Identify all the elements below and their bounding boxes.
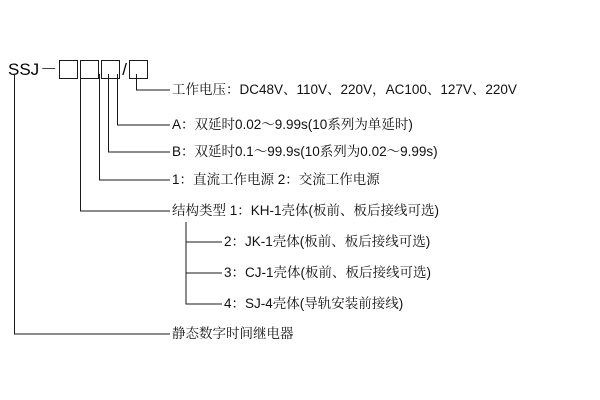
- label-product-name: 静态数字时间继电器: [172, 326, 294, 341]
- label-structure-type-1: 结构类型 1：KH-1壳体(板前、板后接线可选): [172, 203, 440, 218]
- label-power-supply: 1：直流工作电源 2：交流工作电源: [172, 172, 380, 187]
- label-structure-type-3: 3：CJ-1壳体(板前、板后接线可选): [224, 265, 432, 280]
- model-slash: /: [122, 60, 127, 79]
- label-working-voltage: 工作电压：DC48V、110V、220V，AC100、127V、220V: [172, 82, 517, 97]
- label-delay-b: B：双延时0.1～99.9s(10系列为0.02～9.99s): [172, 144, 438, 159]
- label-delay-a: A：双延时0.02～9.99s(10系列为单延时): [172, 117, 413, 132]
- label-structure-type-4: 4：SJ-4壳体(导轨安装前接线): [224, 296, 404, 311]
- model-prefix: SSJ: [8, 60, 40, 79]
- model-dash: －: [40, 60, 58, 79]
- label-structure-type-2: 2：JK-1壳体(板前、板后接线可选): [224, 234, 431, 249]
